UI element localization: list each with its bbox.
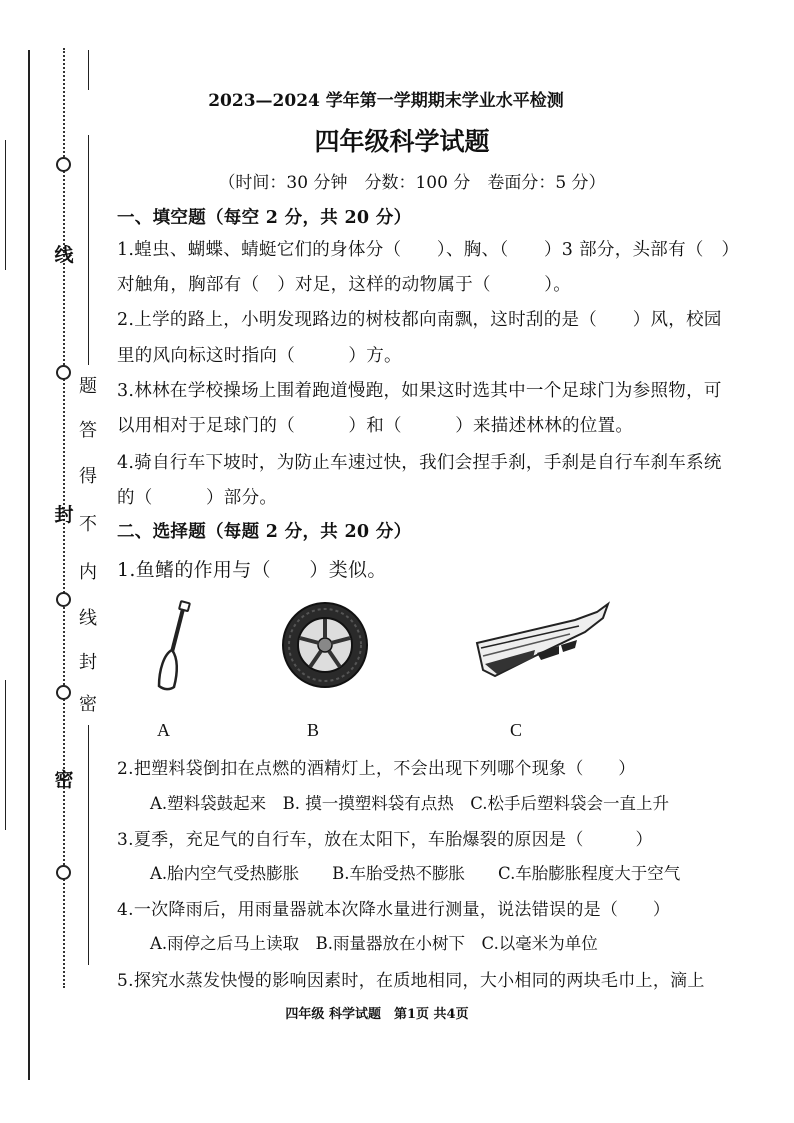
airplane-wing-icon bbox=[475, 598, 615, 688]
question-2-options: A.塑料袋鼓起来 B. 摸一摸塑料袋有点热 C.松手后塑料袋会一直上升 bbox=[150, 794, 670, 813]
inner-binding-line bbox=[88, 50, 89, 90]
notice-char: 封 bbox=[79, 652, 97, 673]
question-2: 2.把塑料袋倒扣在点燃的酒精灯上，不会出现下列哪个现象（ ） bbox=[117, 759, 636, 779]
page-footer bbox=[0, 1003, 794, 1022]
page-title-text: 四年级科学试题 bbox=[314, 127, 490, 156]
notice-char: 线 bbox=[79, 608, 97, 629]
option-label-c: C bbox=[510, 720, 523, 740]
margin-char-mi: 密 bbox=[54, 769, 74, 791]
page-footer-text: 四年级 科学试题 第1页 共4页 bbox=[285, 1007, 469, 1022]
edge-mark bbox=[5, 680, 6, 830]
section2-heading: 二、选择题（每题 2 分，共 20 分） bbox=[117, 522, 412, 542]
notice-char: 答 bbox=[79, 420, 97, 441]
question-5: 5.探究水蒸发快慢的影响因素时，在质地相同，大小相同的两块毛巾上，滴上 bbox=[117, 971, 705, 991]
question-1: 1.鱼鳍的作用与（ ）类似。 bbox=[117, 559, 387, 581]
section1-line: 4.骑自行车下坡时，为防止车速过快，我们会捏手刹，手刹是自行车刹车系统 bbox=[117, 453, 722, 473]
section1-heading: 一、填空题（每空 2 分，共 20 分） bbox=[117, 208, 412, 228]
option-label-b: B bbox=[307, 720, 320, 740]
exam-name bbox=[0, 86, 794, 111]
notice-char: 题 bbox=[79, 376, 97, 397]
notice-char: 得 bbox=[79, 466, 97, 487]
notice-char: 不 bbox=[79, 514, 97, 535]
question-4: 4.一次降雨后，用雨量器就本次降水量进行测量，说法错误的是（ ） bbox=[117, 900, 671, 920]
section1-line: 以用相对于足球门的（ ）和（ ）来描述林林的位置。 bbox=[117, 416, 634, 436]
notice-char: 密 bbox=[79, 694, 97, 715]
section1-line: 2.上学的路上，小明发现路边的树枝都向南飘，这时刮的是（ ）风，校园 bbox=[117, 310, 722, 330]
section1-line: 对触角，胸部有（ ）对足，这样的动物属于（ ）。 bbox=[117, 275, 572, 295]
notice-char: 内 bbox=[79, 562, 97, 583]
question-3-options: A.胎内空气受热膨胀 B.车胎受热不膨胀 C.车胎膨胀程度大于空气 bbox=[150, 864, 681, 883]
tire-icon bbox=[280, 600, 370, 690]
binding-hole bbox=[56, 365, 71, 380]
inner-binding-line bbox=[88, 725, 89, 965]
section1-line: 里的风向标这时指向（ ）方。 bbox=[117, 346, 402, 366]
binding-hole bbox=[56, 592, 71, 607]
binding-hole bbox=[56, 865, 71, 880]
section1-line: 的（ ）部分。 bbox=[117, 488, 278, 508]
exam-name-text: 2023—2024 学年第一学期期末学业水平检测 bbox=[208, 91, 564, 111]
section1-line: 3.林林在学校操场上围着跑道慢跑，如果这时选其中一个足球门为参照物，可 bbox=[117, 381, 722, 401]
option-label-a: A bbox=[157, 720, 170, 740]
binding-hole bbox=[56, 685, 71, 700]
paddle-icon bbox=[150, 600, 200, 695]
page-title bbox=[0, 122, 794, 158]
exam-meta-text: （时间：30 分钟 分数：100 分 卷面分：5 分） bbox=[218, 173, 606, 193]
section1-line: 1.蝗虫、蝴蝶、蜻蜓它们的身体分（ ）、胸、（ ）3 部分，头部有（ ） bbox=[117, 240, 740, 260]
exam-meta bbox=[0, 168, 794, 193]
margin-char-feng: 封 bbox=[54, 504, 74, 526]
edge-mark bbox=[5, 140, 6, 270]
outer-binding-line bbox=[28, 50, 30, 1080]
question-3: 3.夏季，充足气的自行车，放在太阳下，车胎爆裂的原因是（ ） bbox=[117, 830, 653, 850]
question-4-options: A.雨停之后马上读取 B.雨量器放在小树下 C.以毫米为单位 bbox=[150, 934, 598, 953]
margin-char-xian: 线 bbox=[54, 244, 74, 266]
